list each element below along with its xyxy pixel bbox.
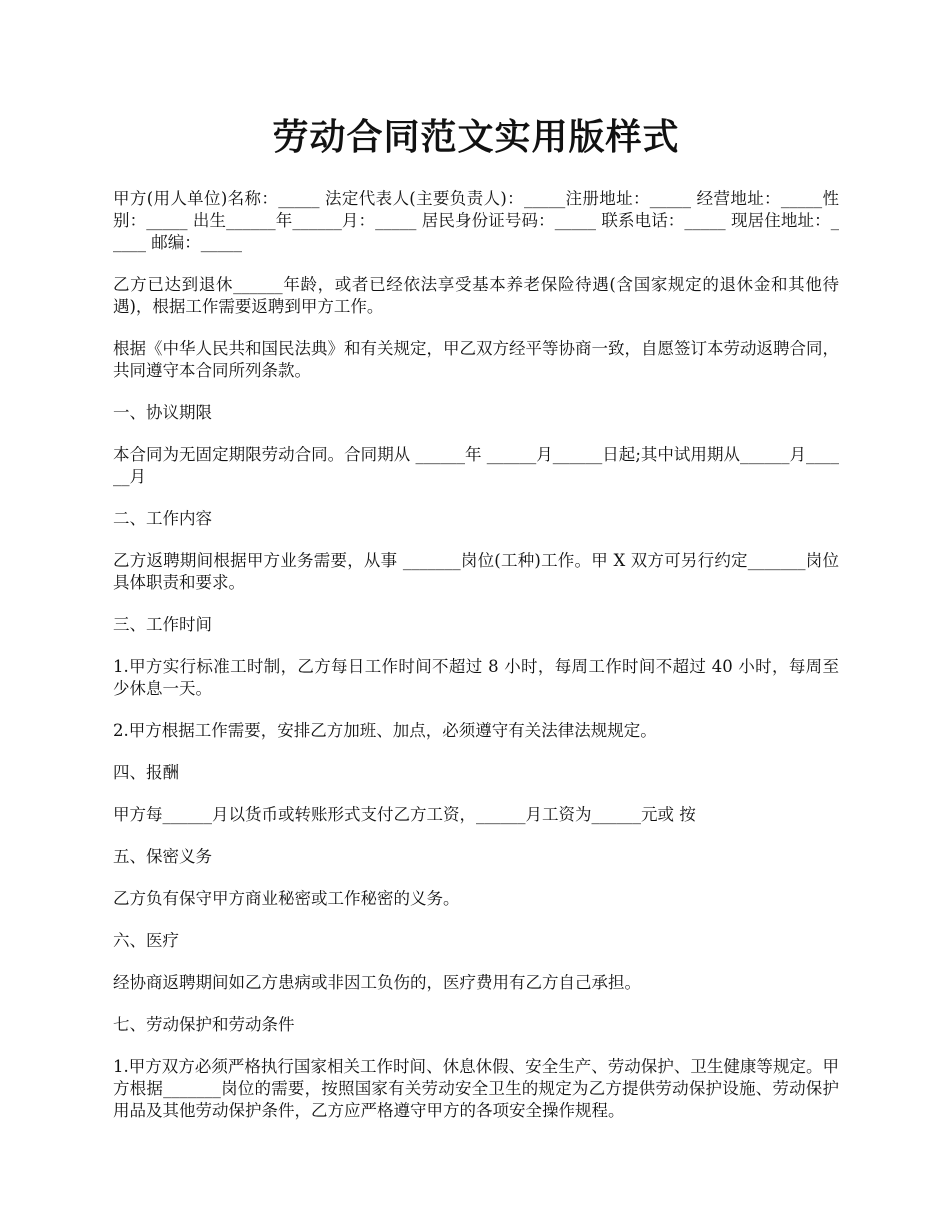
- work-time-paragraph-1: 1.甲方实行标准工时制，乙方每日工作时间不超过 8 小时，每周工作时间不超过 40 小时，每周至少休息一天。: [113, 657, 839, 698]
- confidentiality-paragraph: 乙方负有保守甲方商业秘密或工作秘密的义务。: [113, 889, 460, 908]
- party-info-paragraph: 甲方(用人单位)名称：_____ 法定代表人(主要负责人)：_____注册地址：_____ 经营地址：_____性别：_____ 出生______年______月：_____ 居民身份证号码：_____ 联系电话：_____ 现居住地址：_____ 邮编：_____: [113, 189, 839, 252]
- section-heading-labor-protection: 七、劳动保护和劳动条件: [113, 1015, 295, 1034]
- labor-protection-paragraph: 1.甲方双方必须严格执行国家相关工作时间、休息休假、安全生产、劳动保护、卫生健康等规定。甲方根据_______岗位的需要，按照国家有关劳动安全卫生的规定为乙方提供劳动保护设施、劳动保护用品及其他劳动保护条件，乙方应严格遵守甲方的各项安全操作规程。: [113, 1057, 839, 1120]
- medical-paragraph: 经协商返聘期间如乙方患病或非因工负伤的，医疗费用有乙方自己承担。: [113, 973, 641, 992]
- legal-basis-paragraph: 根据《中华人民共和国民法典》和有关规定，甲乙双方经平等协商一致，自愿签订本劳动返聘合同，共同遵守本合同所列条款。: [113, 339, 839, 380]
- section-heading-work-content: 二、工作内容: [113, 509, 212, 528]
- section-heading-pay: 四、报酬: [113, 763, 179, 782]
- section-heading-confidentiality: 五、保密义务: [113, 847, 212, 866]
- pay-paragraph: 甲方每______月以货币或转账形式支付乙方工资，______月工资为______元或 按: [113, 805, 696, 824]
- retirement-paragraph: 乙方已达到退休______年龄，或者已经依法享受基本养老保险待遇(含国家规定的退休金和其他待遇)，根据工作需要返聘到甲方工作。: [113, 275, 839, 316]
- section-heading-medical: 六、医疗: [113, 931, 179, 950]
- term-paragraph: 本合同为无固定期限劳动合同。合同期从 ______年 ______月______日起;其中试用期从______月______月: [113, 445, 839, 486]
- section-heading-term: 一、协议期限: [113, 403, 212, 422]
- work-time-paragraph-2: 2.甲方根据工作需要，安排乙方加班、加点，必须遵守有关法律法规规定。: [113, 721, 657, 740]
- work-content-paragraph: 乙方返聘期间根据甲方业务需要，从事 _______岗位(工种)工作。甲 X 双方可另行约定_______岗位具体职责和要求。: [113, 551, 839, 592]
- section-heading-work-time: 三、工作时间: [113, 615, 212, 634]
- document-page: [113, 110, 839, 1142]
- document-title: 劳动合同范文实用版样式: [272, 116, 680, 158]
